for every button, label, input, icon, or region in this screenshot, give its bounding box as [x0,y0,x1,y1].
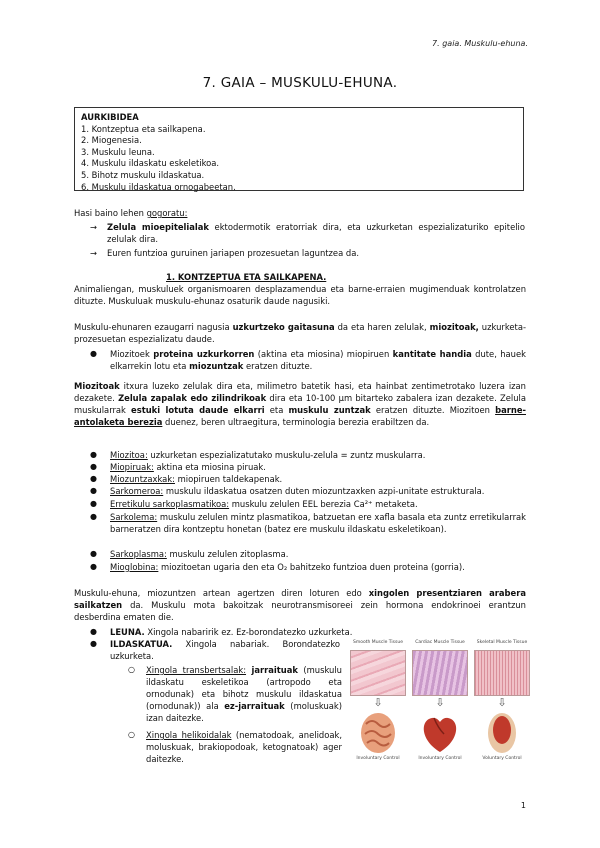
toc-item: 5. Bihotz muskulu ildaskatua. [81,169,205,180]
muscle-types-figure [350,640,530,775]
bullet-icon: ● [90,562,97,571]
smooth-muscle-tissue-image [350,650,406,696]
panel-caption: Involuntary Control [418,756,462,761]
table-of-contents [74,107,524,191]
bullet-icon: ● [90,462,97,471]
intestine-image [350,710,406,756]
paragraph: Muskulu-ehunaren ezaugarri nagusia uzkurtzeko gaitasuna da eta haren zelulak, miozitoak, uzkurketa-prozesuetan espezializatu daude. [74,322,526,344]
bullet-icon: ● [90,499,97,508]
paragraph: Animaliengan, muskuluek organismoaren desplazamendua eta barne-erraien mugimenduak kontrolatzen dituzte. Muskuluak muskulu-ehunaz osaturik daude nagusiki. [74,284,526,306]
arm-muscle-image [474,710,530,756]
skeletal-muscle-panel [474,640,530,761]
bullet-icon: ● [90,349,97,358]
bullet-icon: ● [90,549,97,558]
panel-caption: Involuntary Control [356,756,400,761]
down-arrow-icon: ⇩ [435,696,445,709]
bullet-icon: ● [90,627,97,636]
toc-item: 3. Muskulu leuna. [81,146,155,157]
running-header: 7. gaia. Muskulu-ehuna. [432,39,528,48]
toc-heading: AURKIBIDEA [81,112,139,122]
skeletal-muscle-tissue-image [474,650,530,696]
page-title: 7. GAIA – MUSKULU-EHUNA. [202,75,398,91]
toc-item: 1. Kontzeptua eta sailkapena. [81,123,206,134]
bullet-icon: ● [90,450,97,459]
section-heading: 1. KONTZEPTUA ETA SAILKAPENA. [166,272,327,282]
down-arrow-icon: ⇩ [497,696,507,709]
right-arrow-icon: → [90,248,98,258]
intro-line: Hasi baino lehen gogoratu: [74,208,188,218]
panel-caption: Voluntary Control [482,756,522,761]
toc-item: 2. Miogenesia. [81,135,142,146]
smooth-muscle-panel [350,640,406,761]
panel-label: Smooth Muscle Tissue [353,640,403,645]
bullet-icon: ● [90,639,97,648]
bullet-icon: ● [90,474,97,483]
right-arrow-icon: → [90,222,98,232]
cardiac-muscle-tissue-image [412,650,468,696]
toc-item: 4. Muskulu ildaskatu eskeletikoa. [81,158,220,169]
paragraph: Miozitoak itxura luzeko zelulak dira eta, milimetro batetik hasi, eta hainbat zentimetrotako luzera izan dezakete. Zelula zapalak edo zilindrikoak dira eta 10-100 µm bitarteko zabalera izan dezakete. Zelula muskularrak estuki lotuta daude elkarri eta muskulu zuntzak eratzen dituzte. Miozitoen barne-antolaketa berezia duenez, beren ultraegitura, terminologia berezia erabiltzen da. [74,381,526,427]
down-arrow-icon: ⇩ [373,696,383,709]
page-number: 1 [520,801,526,810]
bullet-icon: ● [90,486,97,495]
circle-bullet-icon: ○ [128,730,135,739]
paragraph: Muskulu-ehuna, miozuntzen artean agertzen diren loturen edo xingolen presentziaren arabera sailkatzen da. Muskulu mota bakoitzak neurotransmisoreei zein hormona endokrinoei erantzun desberdina ematen die. [74,588,527,622]
bullet-icon: ● [90,512,97,521]
panel-label: Skeletal Muscle Tissue [476,640,528,645]
circle-bullet-icon: ○ [128,665,135,674]
panel-label: Cardiac Muscle Tissue [415,640,465,645]
toc-item: 6. Muskulu ildaskatua ornogabeetan. [81,181,236,192]
cardiac-muscle-panel [412,640,468,761]
heart-image [412,710,468,756]
